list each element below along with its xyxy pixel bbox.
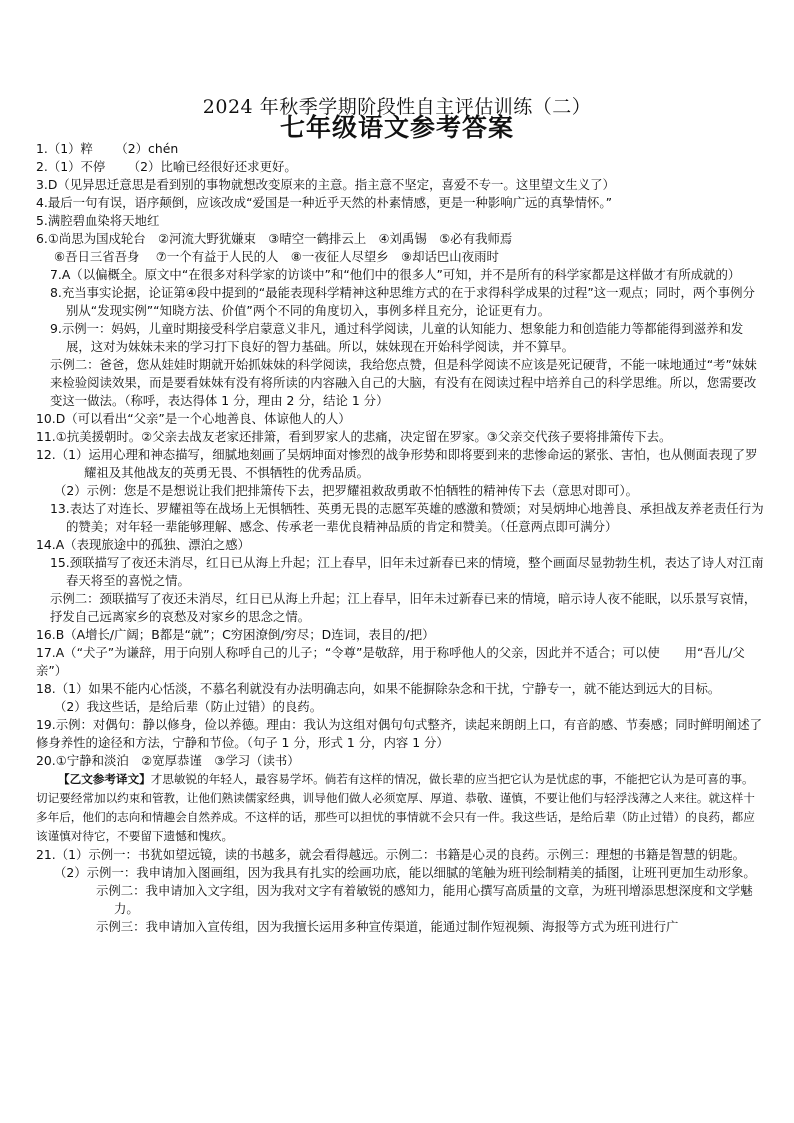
answer-4: 4.最后一句有误，语序颠倒，应该改成“爱国是一种近乎天然的朴素情感，更是一种影响广远的真挚情怀。” [36,195,613,210]
translation-label: 【乙文参考译文】 [58,772,151,786]
answer-7: 7.A（以偏概全。原文中“在很多对科学家的访谈中”和“他们中的很多人”可知，并不是所有的科学家都是这样做才有所成就的） [50,267,741,282]
answer-9-example-2: 示例二：爸爸，您从娃娃时期就开始抓妹妹的科学阅读，我给您点赞，但是科学阅读不应该是死记硬背，不能一味地通过“考”妹妹来检验阅读效果，而是要看妹妹有没有将所读的内容融入自己的大脑，有没有在阅读过程中培养自己的科学思维。所以，您需要改变这一做法。（称呼，表达得体 1 分，理由 2 分，结论 1 分） [50,357,757,408]
answer-19: 19.示例：对偶句：静以修身，俭以养德。理由：我认为这组对偶句句式整齐，读起来朗朗上口，有音韵感、节奏感；同时鲜明阐述了修身养性的途径和方法，宁静和节俭。（句子 1 分，形式 1 分，内容 1 分） [36,717,762,750]
answer-8: 8.充当事实论据，论证第④段中提到的“最能表现科学精神这种思维方式的在于求得科学成果的过程”这一观点；同时，两个事例分别从“发现实例”“知晓方法、价值”两个不同的角度切入，事例多样且充分，论证更有力。 [50,285,755,318]
answer-15-example-2: 示例二：颈联描写了夜还未消尽，红日已从海上升起；江上春早，旧年未过新春已来的情境，暗示诗人夜不能眠，以乐景写哀情，抒发自己远离家乡的哀愁及对家乡的思念之情。 [50,591,757,624]
answer-5: 5.满腔碧血染将天地红 [36,213,160,228]
answer-16: 16.B（A增长/广阔；B都是“就”；C穷困潦倒/穷尽；D连词，表目的/把） [36,627,435,642]
translation-paragraph [36,770,764,846]
answer-1: 1.（1）粹 （2）chén [36,141,179,156]
answer-9-example-1: 9.示例一：妈妈，儿童时期接受科学启蒙意义非凡，通过科学阅读，儿童的认知能力、想象能力和创造能力等都能得到滋养和发展，这对为妹妹未来的学习打下良好的智力基础。所以，妹妹现在开始科学阅读，并不算早。 [50,321,744,354]
answer-15-example-1: 15.颈联描写了夜还未消尽，红日已从海上升起；江上春早，旧年未过新春已来的情境，整个画面尽显勃勃生机，表达了诗人对江南春天将至的喜悦之情。 [50,555,764,588]
answer-6-line-2: ⑥吾日三省吾身 ⑦一个有益于人民的人 ⑧一夜征人尽望乡 ⑨却话巴山夜雨时 [54,249,499,264]
answer-14: 14.A（表现旅途中的孤独、漂泊之感） [36,537,251,552]
answer-12-part-1: 12.（1）运用心理和神态描写，细腻地刻画了吴炳坤面对惨烈的战争形势和即将要到来的悲惨命运的紧张、害怕，也从侧面表现了罗耀祖及其他战友的英勇无畏、不惧牺牲的优秀品质。 [36,447,758,480]
answer-3: 3.D（见异思迁意思是看到别的事物就想改变原来的主意。指主意不坚定，喜爱不专一。这里望文生义了） [36,177,615,192]
answer-12-part-2: （2）示例：您是不是想说让我们把排箫传下去，把罗耀祖救敌勇敢不怕牺牲的精神传下去（意思对即可）。 [54,483,639,498]
answer-11: 11.①抗美援朝时。②父亲去战友老家还排箫，看到罗家人的悲痛，决定留在罗家。③父亲交代孩子要将排箫传下去。 [36,429,672,444]
answer-21-part-2-example-2: 示例二：我申请加入文字组，因为我对文字有着敏锐的感知力，能用心撰写高质量的文章，为班刊增添思想深度和文学魅力。 [96,883,753,916]
exam-title: 2024 年秋季学期阶段性自主评估训练（二） [202,96,592,118]
answer-2: 2.（1）不停 （2）比喻已经很好还求更好。 [36,159,297,174]
answer-18-part-2: （2）我这些话，是给后辈（防止过错）的良药。 [54,699,323,714]
translation-text: 才思敏锐的年轻人，最容易学坏。倘若有这样的情况，做长辈的应当把它认为是忧虑的事，不能把它认为是可喜的事。切记要经常加以约束和管教，让他们熟读儒家经典，训导他们做人必须宽厚、厚道、恭敬、谨慎，不要让他们与轻浮浅薄之人来往。就这样十多年后，他们的志向和情趣会自然养成。不这样的话，那些可以担忧的事情就不会只有一件。我这些话，是给后辈（防止过错）的良药，都应该谨慎对待它，不要留下遗憾和愧疚。 [36,772,755,843]
answer-21-part-1: 21.（1）示例一：书犹如望远镜，读的书越多，就会看得越远。示例二：书籍是心灵的良药。示例三：理想的书籍是智慧的钥匙。 [36,847,746,862]
answer-10: 10.D（可以看出“父亲”是一个心地善良、体谅他人的人） [36,411,351,426]
answer-body [36,140,764,936]
answer-20: 20.①宁静和淡泊 ②宽厚恭谨 ③学习（读书） [36,753,300,768]
answer-key-title: 七年级语文参考答案 [279,113,514,142]
answer-13: 13.表达了对连长、罗耀祖等在战场上无惧牺牲、英勇无畏的志愿军英雄的感激和赞颂；对吴炳坤心地善良、承担战友养老责任行为的赞美；对年轻一辈能够理解、感念、传承老一辈优良精神品质的肯定和赞美。（任意两点即可满分） [50,501,764,534]
answer-18-part-1: 18.（1）如果不能内心恬淡，不慕名利就没有办法明确志向，如果不能摒除杂念和干扰，宁静专一，就不能达到远大的目标。 [36,681,721,696]
answer-6-line-1: 6.①尚思为国戍轮台 ②河流大野犹嫌束 ③晴空一鹤排云上 ④刘禹锡 ⑤必有我师焉 [36,231,513,246]
answer-21-part-2-example-3: 示例三：我申请加入宣传组，因为我擅长运用多种宣传渠道，能通过制作短视频、海报等方式为班刊进行广 [96,919,679,934]
answer-21-part-2-example-1: （2）示例一：我申请加入图画组，因为我具有扎实的绘画功底，能以细腻的笔触为班刊绘制精美的插图，让班刊更加生动形象。 [54,865,756,880]
answer-17: 17.A（“犬子”为谦辞，用于向别人称呼自己的儿子；“令尊”是敬辞，用于称呼他人的父亲，因此并不适合；可以使 用“吾儿/父亲”） [36,645,745,678]
